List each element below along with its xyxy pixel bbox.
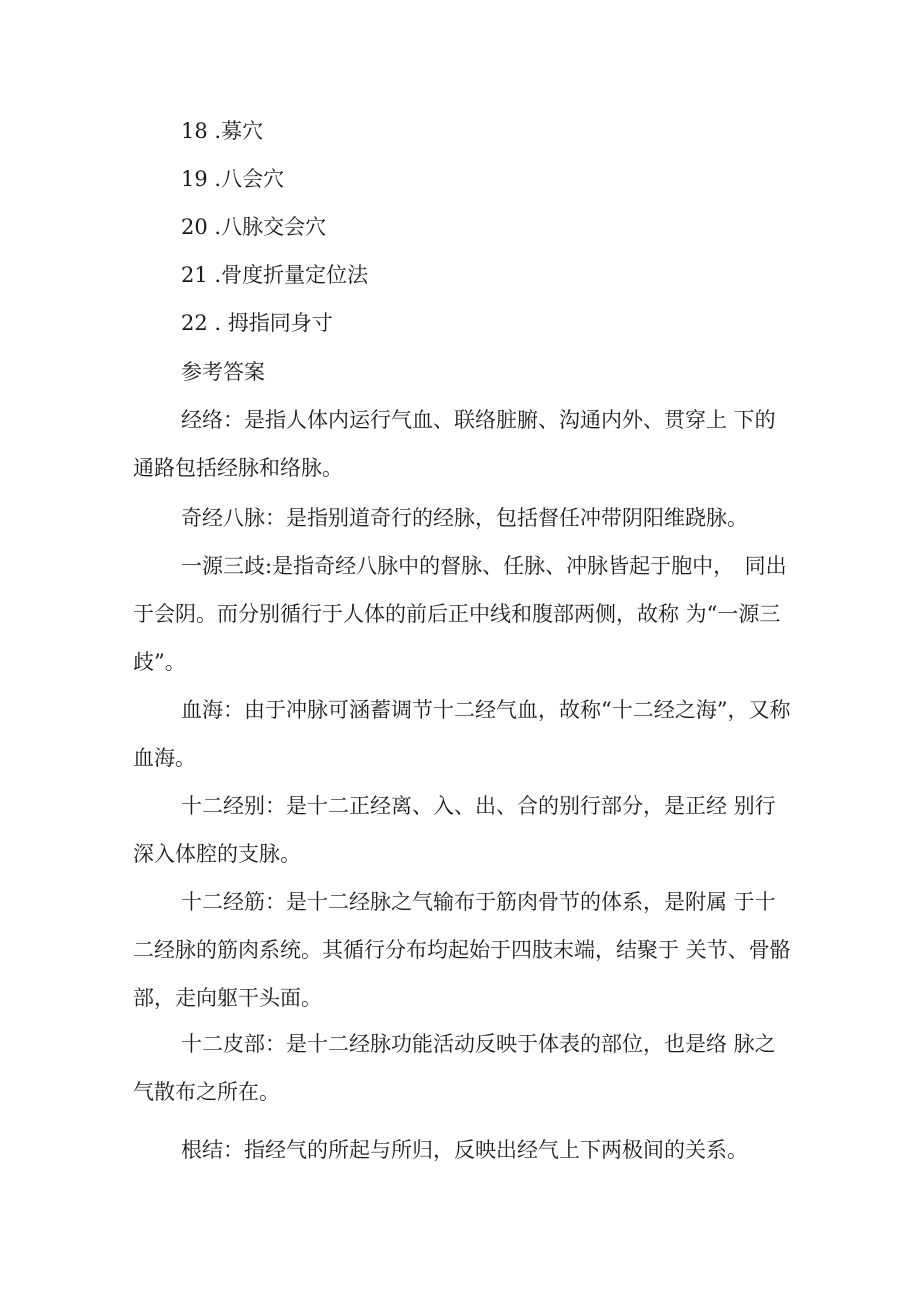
- definition-shierpibu: 十二皮部：是十二经脉功能活动反映于体表的部位，也是络 脉之气散布之所在。: [133, 1032, 776, 1104]
- list-item-18: 18 .募穴: [181, 119, 264, 143]
- definition-shierjingjin: 十二经筋：是十二经脉之气输布于筋肉骨节的体系，是附属 于十二经脉的筋肉系统。其循行分布均起始于四肢末端，结聚于 关节、骨骼部，走向躯干头面。: [133, 890, 791, 1010]
- list-item-20: 20 .八脉交会穴: [181, 215, 327, 239]
- definition-xuehai: 血海：由于冲脉可涵蓄调节十二经气血，故称“十二经之海”，又称血海。: [133, 698, 791, 770]
- definition-jingluo: 经络：是指人体内运行气血、联络脏腑、沟通内外、贯穿上 下的通路包括经脉和络脉。: [133, 408, 776, 480]
- definition-genjie: 根结：指经气的所起与所归，反映出经气上下两极间的关系。: [181, 1138, 748, 1162]
- definition-qijingbamai: 奇经八脉：是指别道奇行的经脉，包括督任冲带阴阳维跷脉。: [181, 506, 748, 530]
- answers-heading: 参考答案: [181, 360, 265, 384]
- list-item-21: 21 .骨度折量定位法: [181, 263, 369, 287]
- list-item-22: 22 . 拇指同身寸: [181, 311, 333, 335]
- definition-shierjingbie: 十二经别：是十二正经离、入、出、合的别行部分，是正经 别行深入体腔的支脉。: [133, 794, 776, 866]
- list-item-19: 19 .八会穴: [181, 167, 285, 191]
- definition-yiyuansanqi: 一源三歧:是指奇经八脉中的督脉、任脉、冲脉皆起于胞中， 同出于会阴。而分别循行于人体的前后正中线和腹部两侧，故称 为“一源三歧”。: [133, 554, 787, 674]
